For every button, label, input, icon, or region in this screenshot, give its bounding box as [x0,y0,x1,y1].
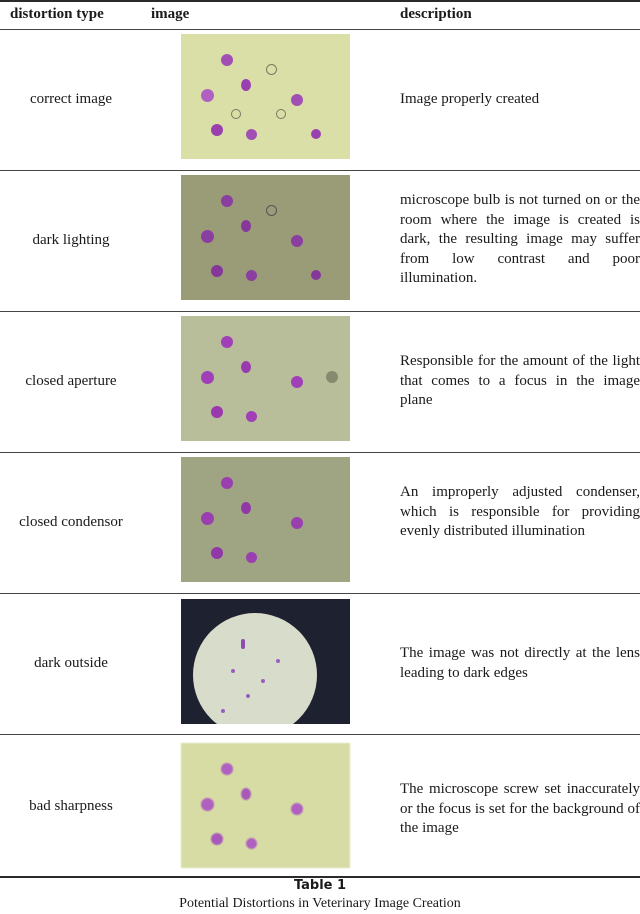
header-image: image [151,6,190,22]
distortion-type: closed condensor [19,514,123,530]
distortion-type: dark outside [34,655,108,671]
description: Responsible for the amount of the light that comes to a focus in the image plane [400,353,640,408]
microscope-image-dark-lighting [181,175,350,300]
description: The microscope screw set inaccurately or the focus is set for the background of the image [400,781,640,836]
microscope-image-closed-aperture [181,316,350,441]
distortion-type: bad sharpness [29,798,113,814]
header-distortion-type: distortion type [10,6,104,22]
top-rule [0,0,640,2]
description: The image was not directly at the lens leading to dark edges [400,645,640,681]
microscope-image-closed-condensor [181,457,350,582]
distortion-type: dark lighting [32,232,110,248]
description: An improperly adjusted condenser, which is responsible for providing evenly distributed illumination [400,484,640,539]
table-caption-label: Table 1 [293,878,347,893]
microscope-image-dark-outside [181,599,350,724]
description: Image properly created [400,91,540,107]
table-row [0,735,640,875]
table-row [0,453,640,593]
table-row [0,312,640,452]
header-description: description [400,6,472,22]
description: microscope bulb is not turned on or the room where the image is created is dark, the resulting image may suffer from low contrast and poor illumination. [400,192,640,286]
distortion-type: correct image [29,91,113,107]
table-row [0,30,640,170]
microscope-image-correct [181,34,350,159]
table-caption-text: Potential Distortions in Veterinary Image Creation [179,896,461,911]
table-row [0,171,640,311]
microscope-image-bad-sharpness [181,743,350,868]
table-row [0,594,640,734]
distortion-type: closed aperture [25,373,117,389]
